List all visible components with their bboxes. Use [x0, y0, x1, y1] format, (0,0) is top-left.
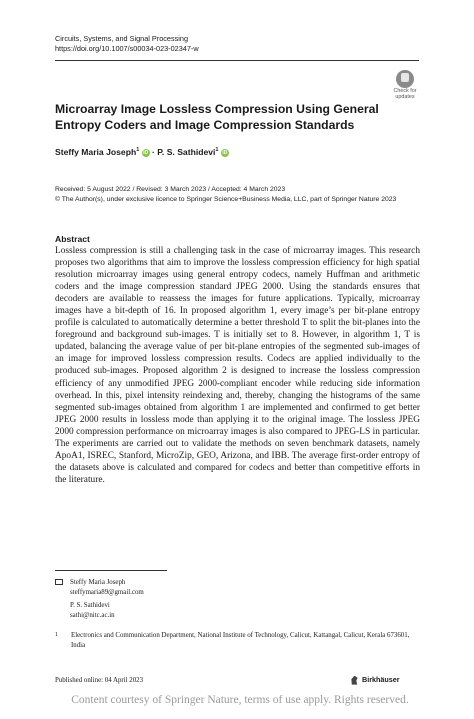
footnote-rule: [55, 570, 167, 571]
abstract-heading: Abstract: [55, 234, 90, 244]
envelope-icon: [55, 579, 63, 585]
header-rule: [55, 60, 419, 61]
copyright-notice: © The Author(s), under exclusive licence to Springer Science+Business Media, LLC, part of Springer Nature 2023: [55, 196, 397, 203]
check-for-updates-badge[interactable]: [390, 70, 420, 102]
publisher-logo: [350, 675, 400, 685]
journal-name: Circuits, Systems, and Signal Processing: [55, 34, 189, 43]
courtesy-watermark: Content courtesy of Springer Nature, terms of use apply. Rights reserved.: [71, 694, 409, 706]
corr-author-name: Steffy Maria Joseph: [70, 579, 126, 586]
horse-icon: [350, 676, 359, 685]
affiliation-text: Electronics and Communication Department, National Institute of Technology, Calicut, Kattangal, Calicut, Kerala 673601, India: [71, 632, 410, 649]
journal-header: [55, 34, 199, 54]
affiliation-number: 1: [55, 632, 58, 638]
check-for-updates-label: Check for updates: [393, 88, 417, 100]
author-name: P. S. Sathidevi: [157, 147, 216, 157]
history-dates: Received: 5 August 2022 / Revised: 3 March 2023 / Accepted: 4 March 2023: [55, 186, 286, 193]
abstract-text: Lossless compression is still a challenging task in the case of microarray images. This research proposes two algorithms that aim to improve the lossless compression efficiency for high spatial resolution microarray images using general entropy codecs, namely Huffman and arithmetic coders and the image compression standard JPEG 2000. Using the standards ensures that decoders are available to reassess the images for future applications. Typically, microarray images have a bit-depth of 16. In proposed algorithm 1, every image’s per bit-plane entropy profile is calculated to automatically determine a better threshold T to split the bit-planes into the foreground and background sub-images. T is initially set to 8. However, in algorithm 1, T is updated, balancing the average value of per bit-plane entropies of the segmented sub-images of an image for improved lossless compression results. Codecs are applied individually to the produced sub-images. Proposed algorithm 2 is designed to increase the lossless compression efficiency of any unmodified JPEG 2000-compliant encoder while reducing side information overhead. In this, pixel intensity reindexing and, thereby, changing the histograms of the same segmented sub-images obtained from algorithm 1 are implemented and confirmed to get better JPEG 2000 results in lossless mode than applying it to the original image. The lossless JPEG 2000 compression performance on microarray images is also compared to JPEG-LS in particular. The experiments are carried out to validate the methods on seven benchmark datasets, namely ApoA1, ISREC, Stanford, MicroZip, GEO, Arizona, and IBB. The average first-order entropy of the datasets above is calculated and compared for codecs and better than competitive efforts in the literature.: [55, 246, 420, 485]
publisher-name: Birkhäuser: [362, 675, 400, 684]
author2-email[interactable]: sathi@nitc.ac.in: [70, 611, 115, 619]
corr-author-email[interactable]: steffymaria89@gmail.com: [70, 588, 144, 596]
author-name: Steffy Maria Joseph: [55, 147, 137, 157]
doi-link[interactable]: https://doi.org/10.1007/s00034-023-02347-w: [55, 44, 199, 53]
author-affil-sup: 1: [215, 147, 219, 154]
orcid-icon[interactable]: iD: [222, 149, 228, 156]
paper-title: Microarray Image Lossless Compression Using General Entropy Coders and Image Compression Standards: [55, 102, 379, 132]
author-separator: ·: [152, 147, 155, 157]
published-date: Published online: 04 April 2023: [55, 677, 144, 684]
author2-name: P. S. Sathidevi: [70, 602, 110, 609]
author-affil-sup: 1: [136, 147, 140, 154]
check-for-updates-icon: [396, 70, 414, 88]
article-history: [55, 185, 425, 205]
second-author-contact: [70, 601, 115, 620]
orcid-icon[interactable]: iD: [143, 149, 149, 156]
author-line: [55, 147, 229, 157]
